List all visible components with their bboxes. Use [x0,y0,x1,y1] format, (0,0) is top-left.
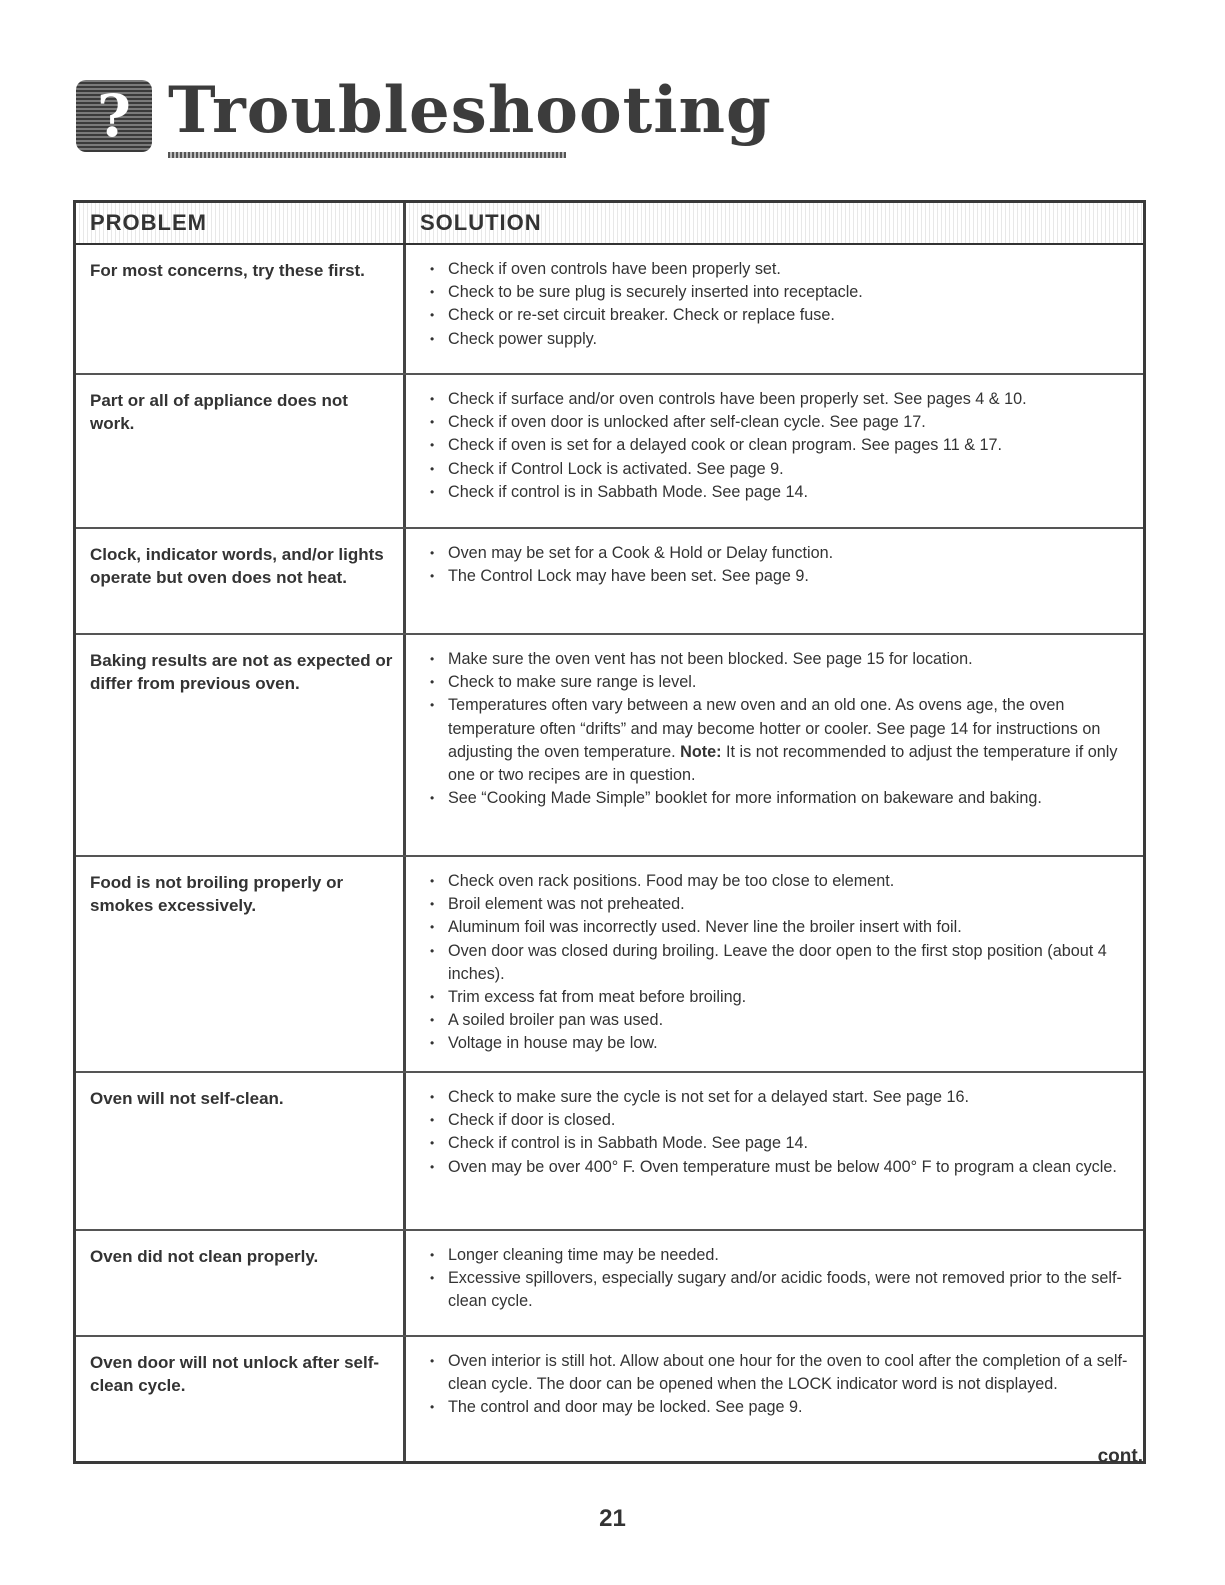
question-mark-icon: ? [76,80,152,152]
problem-cell: Part or all of appliance does not work. [76,375,406,527]
solution-item: • Excessive spillovers, especially sugary and/or acidic foods, were not removed prior to the self-clean cycle. [426,1267,1133,1313]
solution-item: • Trim excess fat from meat before broiling. [426,986,1133,1009]
problem-cell: Oven door will not unlock after self-clean cycle. [76,1337,406,1461]
solution-cell [406,1231,1143,1335]
table-row [76,375,1143,529]
solution-item: • Aluminum foil was incorrectly used. Never line the broiler insert with foil. [426,916,1133,939]
solution-item: • Broil element was not preheated. [426,893,1133,916]
solution-item: • Check if control is in Sabbath Mode. See page 14. [426,481,1133,504]
header-problem: PROBLEM [76,203,406,243]
solution-item: • Check if door is closed. [426,1109,1133,1132]
solution-cell [406,635,1143,855]
solution-cell [406,1337,1143,1461]
problem-cell: Clock, indicator words, and/or lights operate but oven does not heat. [76,529,406,633]
troubleshooting-table [73,200,1146,1464]
solution-item: • Check if oven is set for a delayed cook or clean program. See pages 11 & 17. [426,434,1133,457]
page-number: 21 [599,1505,626,1532]
problem-cell: For most concerns, try these first. [76,245,406,373]
solution-item: • Check to make sure the cycle is not set for a delayed start. See page 16. [426,1086,1133,1109]
title-underline [168,152,566,158]
solution-item: • Check if Control Lock is activated. See page 9. [426,458,1133,481]
table-row [76,1073,1143,1231]
page-header [76,68,772,158]
solution-item: • Check to make sure range is level. [426,671,1133,694]
solution-item: • Check if surface and/or oven controls have been properly set. See pages 4 & 10. [426,388,1133,411]
solution-item: • Check to be sure plug is securely inserted into receptacle. [426,281,1133,304]
note-text: It is not recommended to adjust the temperature if only one or two recipes are in question. [448,742,1118,785]
solution-item: • Longer cleaning time may be needed. [426,1244,1133,1267]
solution-item: • Check if control is in Sabbath Mode. See page 14. [426,1132,1133,1155]
header-solution: SOLUTION [406,203,1143,243]
solution-item: • Check if oven controls have been properly set. [426,258,1133,281]
table-row [76,1231,1143,1337]
solution-item: • See “Cooking Made Simple” booklet for more information on bakeware and baking. [426,787,1133,810]
solution-item: • Oven may be over 400° F. Oven temperature must be below 400° F to program a clean cycle. [426,1156,1133,1179]
solution-cell [406,1073,1143,1229]
problem-cell: Baking results are not as expected or differ from previous oven. [76,635,406,855]
table-row [76,857,1143,1073]
solution-cell [406,529,1143,633]
solution-cell [406,245,1143,373]
table-header [76,203,1143,245]
solution-item: • Oven may be set for a Cook & Hold or Delay function. [426,542,1133,565]
solution-text: Temperatures often vary between a new oven and an old one. As ovens age, the oven temperature often “drifts” and may become hotter or cooler. See page 14 for instructions on adjusting the oven temperature. [448,696,1101,761]
table-row [76,529,1143,635]
solution-item: • Make sure the oven vent has not been blocked. See page 15 for location. [426,648,1133,671]
problem-cell: Food is not broiling properly or smokes excessively. [76,857,406,1071]
solution-item [426,694,1133,787]
solution-cell [406,375,1143,527]
solution-item: • Check if oven door is unlocked after self-clean cycle. See page 17. [426,411,1133,434]
solution-item: • Oven interior is still hot. Allow about one hour for the oven to cool after the completion of a self-clean cycle. The door can be opened when the LOCK indicator word is not displayed. [426,1350,1133,1396]
table-row [76,245,1143,375]
table-row [76,635,1143,857]
solution-item: • The control and door may be locked. See page 9. [426,1396,1133,1419]
note-label: Note: [680,742,722,761]
solution-item: • Oven door was closed during broiling. Leave the door open to the first stop position (about 4 inches). [426,940,1133,986]
solution-item: • A soiled broiler pan was used. [426,1009,1133,1032]
page-title: Troubleshooting [168,73,772,148]
table-row [76,1337,1143,1461]
solution-item: • Voltage in house may be low. [426,1032,1133,1055]
solution-item: • Check power supply. [426,328,1133,351]
problem-cell: Oven will not self-clean. [76,1073,406,1229]
solution-item: • Check or re-set circuit breaker. Check or replace fuse. [426,304,1133,327]
solution-item: • Check oven rack positions. Food may be too close to element. [426,870,1133,893]
continued-label: cont. [1097,1446,1143,1467]
problem-cell: Oven did not clean properly. [76,1231,406,1335]
solution-cell [406,857,1143,1071]
solution-item: • The Control Lock may have been set. See page 9. [426,565,1133,588]
